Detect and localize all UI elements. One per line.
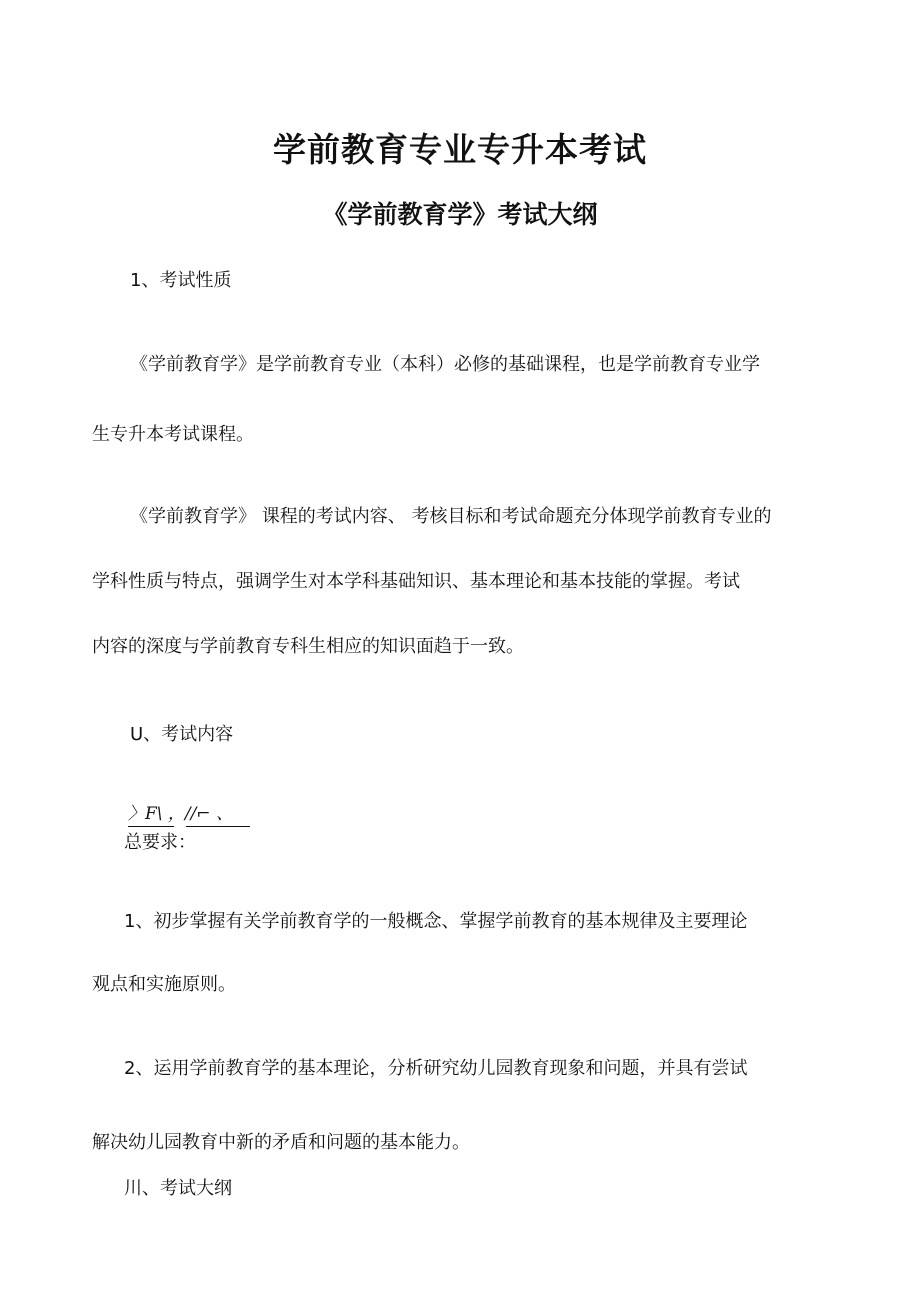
paragraph-2-line-2: 学科性质与特点，强调学生对本学科基础知识、基本理论和基本技能的掌握。考试	[92, 571, 740, 592]
general-requirements-label: 总要求：	[124, 832, 196, 853]
section-heading-nature: 1、考试性质	[130, 270, 232, 291]
paragraph-1-line-2: 生专升本考试课程。	[92, 424, 254, 445]
requirement-item-1-line-2: 观点和实施原则。	[92, 974, 236, 995]
paragraph-2-line-3: 内容的深度与学前教育专科生相应的知识面趋于一致。	[92, 636, 524, 657]
paragraph-1-line-1: 《学前教育学》是学前教育专业（本科）必修的基础课程，也是学前教育专业学	[130, 354, 760, 375]
scan-artifact-underline-right	[186, 826, 250, 827]
section-heading-content: U、考试内容	[130, 724, 234, 745]
section-heading-outline: 川、考试大纲	[124, 1178, 232, 1199]
paragraph-2-line-1: 《学前教育学》 课程的考试内容、 考核目标和考试命题充分体现学前教育专业的	[130, 506, 772, 527]
document-title: 学前教育专业专升本考试	[273, 130, 647, 169]
scan-artifact-text: 〉F\ ，//⌐ 、	[128, 804, 234, 824]
scan-artifact-underline-left	[128, 826, 174, 827]
document-subtitle: 《学前教育学》考试大纲	[322, 200, 598, 229]
requirement-item-2-line-1: 2、运用学前教育学的基本理论，分析研究幼儿园教育现象和问题，并具有尝试	[124, 1058, 748, 1079]
requirement-item-1-line-1: 1、初步掌握有关学前教育学的一般概念、掌握学前教育的基本规律及主要理论	[124, 911, 748, 932]
requirement-item-2-line-2: 解决幼儿园教育中新的矛盾和问题的基本能力。	[92, 1132, 470, 1153]
